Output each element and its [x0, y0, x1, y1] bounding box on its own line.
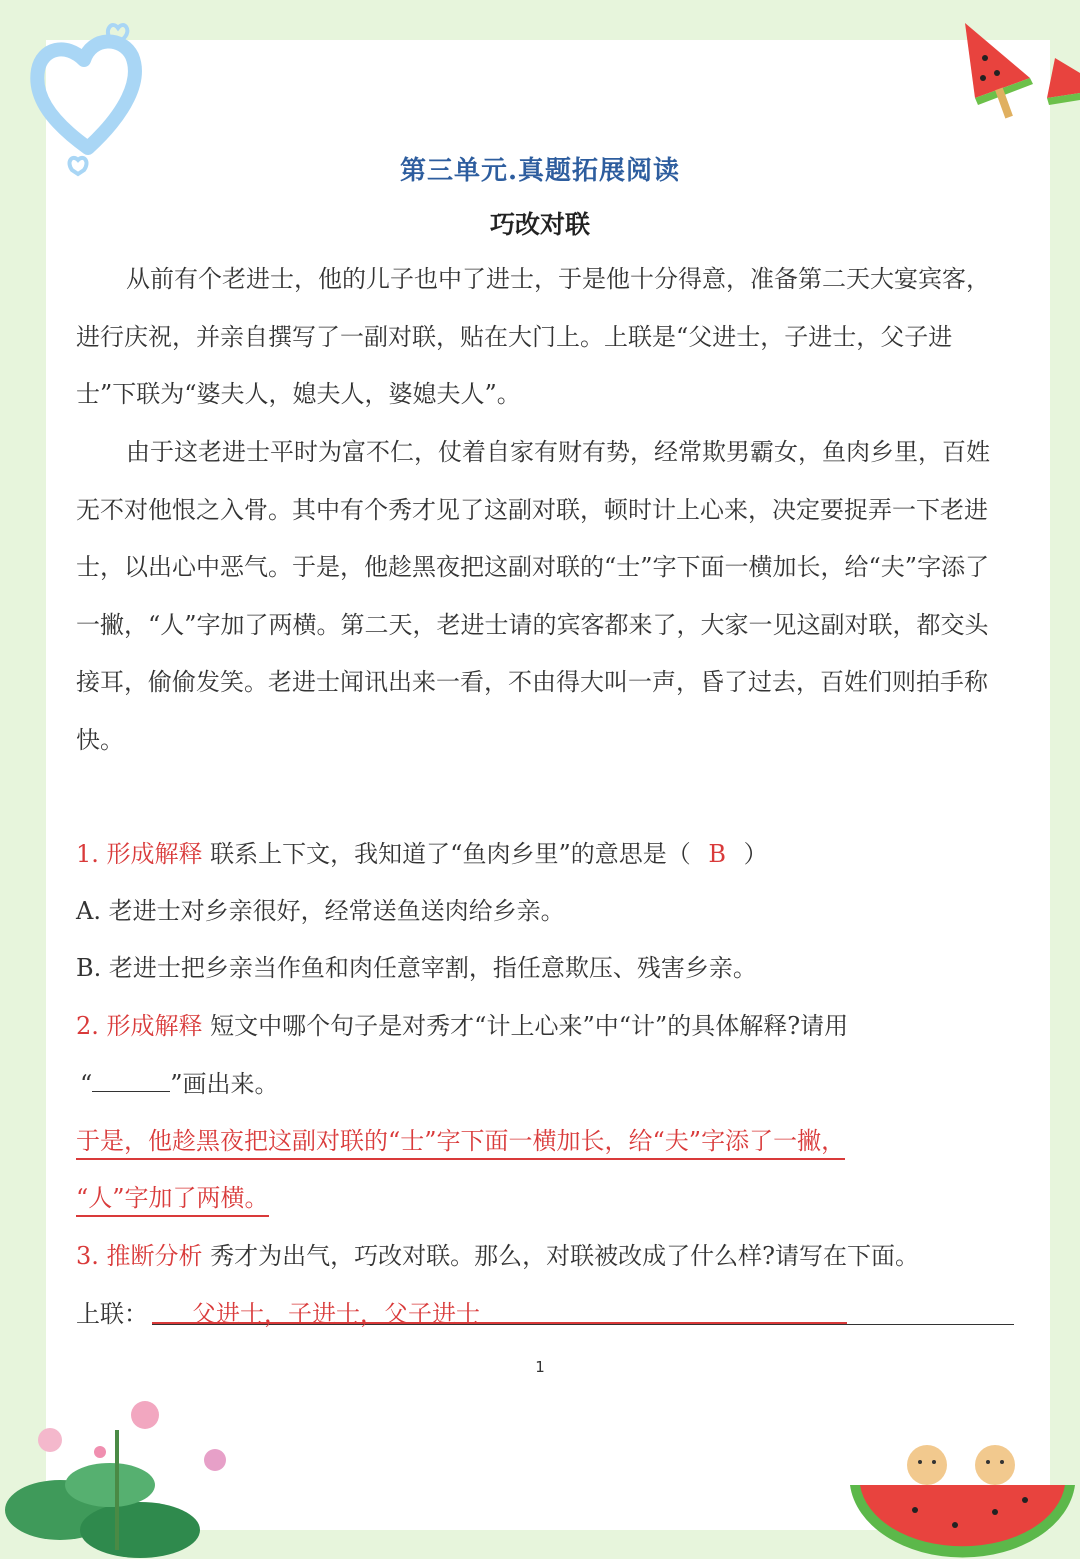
option-a: A. 老进士对乡亲很好，经常送鱼送肉给乡亲。 — [76, 897, 565, 925]
question-3-text: 秀才为出气，巧改对联。那么，对联被改成了什么样?请写在下面。 — [210, 1242, 920, 1270]
question-2 — [76, 1009, 1016, 1043]
passage-paragraph-2: 由于这老进士平时为富不仁，仗着自家有财有势，经常欺男霸女，鱼肉乡里，百姓无不对他恨之入骨。其中有个秀才见了这副对联，顿时计上心来，决定要捉弄一下老进士，以出心中恶气。于是，他趁黑夜把这副对联的“士”字下面一横加长，给“夫”字添了一撇，“人”字加了两横。第二天，老进士请的宾客都来了，大家一见这副对联，都交头接耳，偷偷发笑。老进士闻讯出来一看，不由得大叫一声，昏了过去，百姓们则拍手称快。 — [76, 438, 990, 754]
question-1-close: ） — [743, 840, 768, 868]
question-1-answer: B — [708, 840, 726, 868]
lotus-flowers-illustration — [0, 1390, 250, 1559]
question-2-label: 2. 形成解释 — [76, 1012, 203, 1040]
couplet-label: 上联： — [76, 1300, 148, 1328]
option-b: B. 老进士把乡亲当作鱼和肉任意宰割，指任意欺压、残害乡亲。 — [76, 954, 757, 982]
page-title: 第三单元.真题拓展阅读 — [399, 156, 681, 186]
question-2-line2 — [80, 1067, 1020, 1101]
page-number: 1 — [535, 1358, 545, 1376]
question-1 — [76, 837, 1016, 871]
question-1-text: 联系上下文，我知道了“鱼肉乡里”的意思是（ — [210, 840, 691, 868]
question-1-label: 1. 形成解释 — [76, 840, 203, 868]
answer-blank — [92, 1071, 170, 1092]
question-2-answer-line-1: 于是，他趁黑夜把这副对联的“士”字下面一横加长，给“夫”字添了一撇， — [76, 1124, 845, 1160]
passage-title: 巧改对联 — [489, 210, 590, 239]
passage-paragraph-1: 从前有个老进士，他的儿子也中了进士，于是他十分得意，准备第二天大宴宾客，进行庆祝，并亲自撰写了一副对联，贴在大门上。上联是“父进士，子进士，父子进士”下联为“婆夫人，媳夫人，婆媳夫人”。 — [76, 265, 990, 408]
close-quote-text: ”画出来。 — [170, 1070, 279, 1098]
watermelon-popsicle-icon — [955, 18, 1080, 128]
question-3 — [76, 1239, 1016, 1273]
watermelon-bears-illustration — [845, 1440, 1080, 1559]
couplet-answer: 父进士，子进士，父子进士 — [192, 1300, 480, 1328]
open-quote: “ — [80, 1070, 93, 1098]
question-2-answer-line-2: “人”字加了两横。 — [76, 1181, 269, 1217]
question-3-label: 3. 推断分析 — [76, 1242, 203, 1270]
question-2-text: 短文中哪个句子是对秀才“计上心来”中“计”的具体解释?请用 — [210, 1012, 849, 1040]
